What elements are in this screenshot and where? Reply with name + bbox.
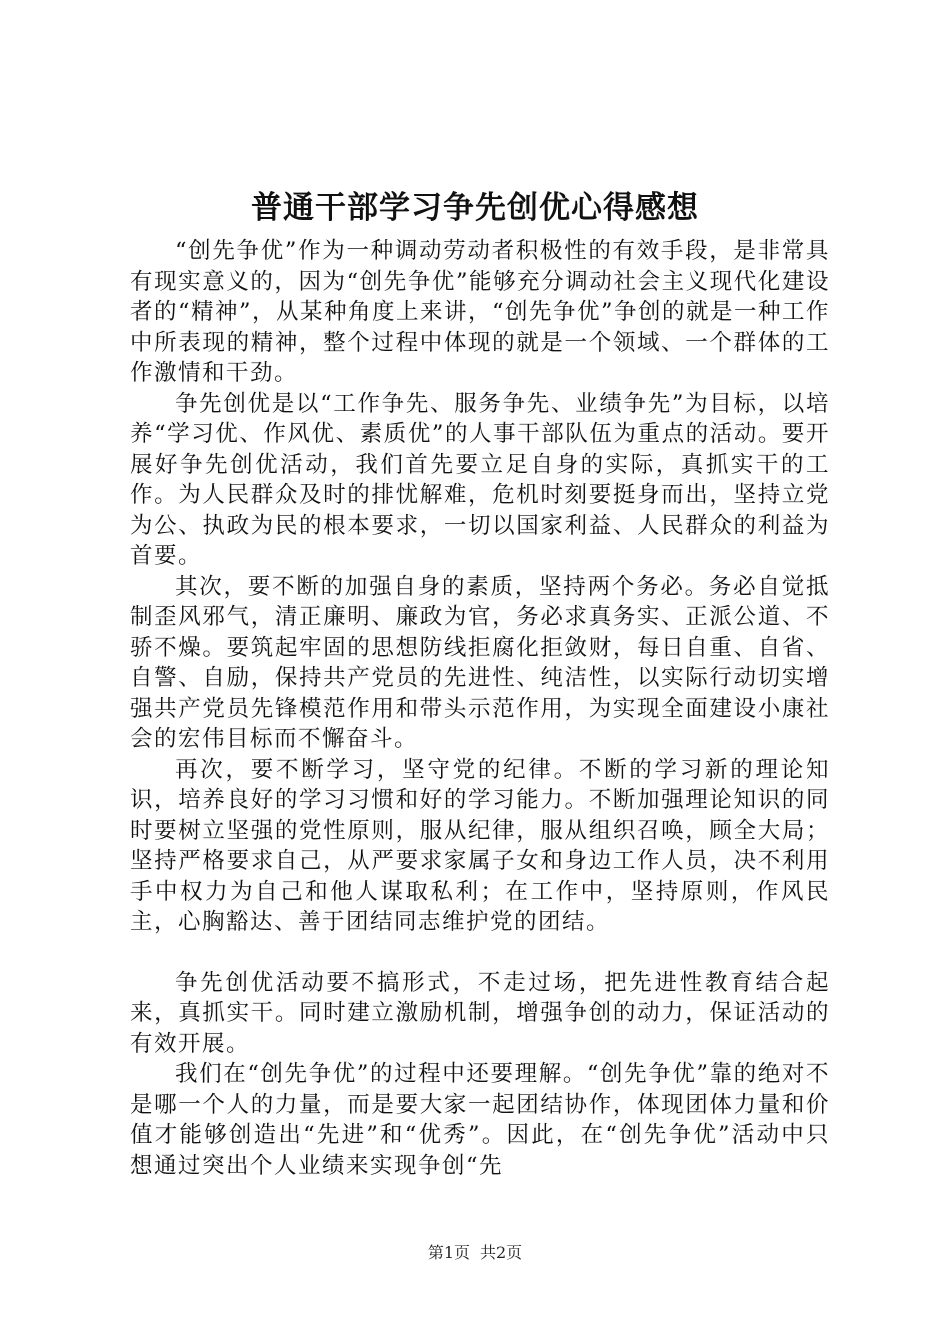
document-body xyxy=(130,236,830,1181)
document-title: 普通干部学习争先创优心得感想 xyxy=(251,190,699,226)
paragraph-5: 争先创优活动要不搞形式，不走过场，把先进性教育结合起来，真抓实干。同时建立激励机制，增强争创的动力，保证活动的有效开展。 xyxy=(130,969,830,1057)
paragraph-4: 再次，要不断学习，坚守党的纪律。不断的学习新的理论知识，培养良好的学习习惯和好的学习能力。不断加强理论知识的同时要树立坚强的党性原则，服从纪律，服从组织召唤，顾全大局；坚持严格要求自己，从严要求家属子女和身边工作人员，决不利用手中权力为自己和他人谋取私利；在工作中，坚持原则，作风民主，心胸豁达、善于团结同志维护党的团结。 xyxy=(130,756,830,935)
paragraph-2: 争先创优是以“工作争先、服务争先、业绩争先”为目标，以培养“学习优、作风优、素质优”的人事干部队伍为重点的活动。要开展好争先创优活动，我们首先要立足自身的实际，真抓实干的工作。为人民群众及时的排忧解难，危机时刻要挺身而出，坚持立党为公、执政为民的根本要求，一切以国家利益、人民群众的利益为首要。 xyxy=(130,390,830,569)
paragraph-6: 我们在“创先争优”的过程中还要理解。“创先争优”靠的绝对不是哪一个人的力量，而是要大家一起团结协作，体现团体力量和价值才能够创造出“先进”和“优秀”。因此，在“创先争优”活动中只想通过突出个人业绩来实现争创“先 xyxy=(130,1061,830,1179)
page-number-current: 第1页 xyxy=(427,1243,470,1262)
page-footer xyxy=(0,1242,950,1264)
page-number-total: 共2页 xyxy=(480,1243,523,1262)
paragraph-3: 其次，要不断的加强自身的素质，坚持两个务必。务必自觉抵制歪风邪气，清正廉明、廉政为官，务必求真务实、正派公道、不骄不燥。要筑起牢固的思想防线拒腐化拒敛财，每日自重、自省、自警、自励，保持共产党员的先进性、纯洁性，以实际行动切实增强共产党员先锋模范作用和带头示范作用，为实现全面建设小康社会的宏伟目标而不懈奋斗。 xyxy=(130,573,830,752)
paragraph-1: “创先争优”作为一种调动劳动者积极性的有效手段，是非常具有现实意义的，因为“创先争优”能够充分调动社会主义现代化建设者的“精神”，从某种角度上来讲，“创先争优”争创的就是一种工作中所表现的精神，整个过程中体现的就是一个领域、一个群体的工作激情和干劲。 xyxy=(130,238,831,386)
